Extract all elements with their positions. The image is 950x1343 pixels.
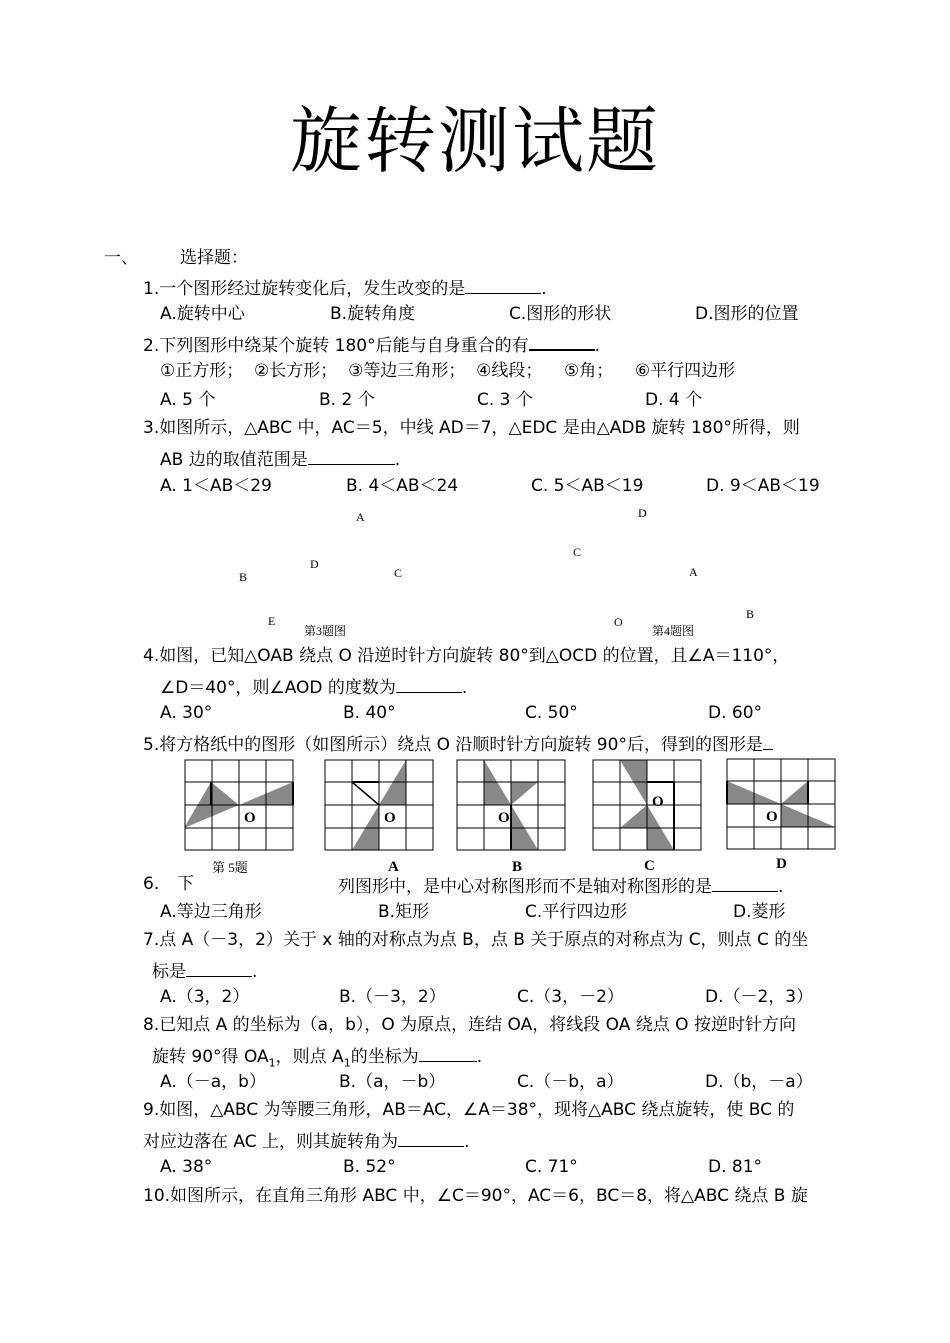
question-7-line-1: 7.点 A（－3，2）关于 x 轴的对称点为点 B，点 B 关于原点的对称点为 C，则点 C 的坐 bbox=[143, 930, 809, 950]
question-end: . bbox=[252, 962, 258, 982]
fig4-label-o: O bbox=[614, 615, 623, 629]
grid-o-label: O bbox=[244, 810, 256, 826]
q1-option-c[interactable]: C.图形的形状 bbox=[509, 304, 612, 324]
grid-o-label: O bbox=[498, 810, 510, 826]
q8-option-d[interactable]: D.（b，－a） bbox=[705, 1072, 813, 1092]
question-end: . bbox=[394, 450, 401, 470]
q1-option-a[interactable]: A.旋转中心 bbox=[160, 304, 245, 324]
fig4-label-b: B bbox=[746, 607, 755, 621]
question-4-line-2 bbox=[160, 677, 467, 697]
question-1-text: 1.一个图形经过旋转变化后，发生改变的是 bbox=[143, 279, 466, 299]
q5-label-c: C bbox=[644, 858, 655, 874]
fig4-label-a: A bbox=[689, 565, 698, 579]
question-end: . bbox=[461, 678, 468, 698]
question-4-line-1: 4.如图，已知△OAB 绕点 O 沿逆时针方向旋转 80°到△OCD 的位置，且∠A＝110°， bbox=[143, 646, 790, 666]
q5-figure-original bbox=[184, 759, 296, 852]
q5-label-b: B bbox=[512, 859, 523, 875]
question-2-text: 2.下列图形中绕某个旋转 180°后能与自身重合的有 bbox=[143, 336, 529, 356]
q2-option-a[interactable]: A. 5 个 bbox=[160, 390, 216, 410]
q8-option-b[interactable]: B.（a，－b） bbox=[339, 1072, 446, 1092]
fig4-label-d: D bbox=[638, 506, 647, 520]
question-end: . bbox=[594, 336, 600, 356]
question-2 bbox=[143, 334, 600, 355]
q4-option-c[interactable]: C. 50° bbox=[525, 703, 578, 723]
q2-option-b[interactable]: B. 2 个 bbox=[319, 390, 375, 410]
question-3-line-1: 3.如图所示，△ABC 中，AC＝5，中线 AD＝7，△EDC 是由△ADB 旋转 180°所得，则 bbox=[143, 418, 800, 438]
question-6-text: 列图形中，是中心对称图形而不是轴对称图形的是 bbox=[338, 877, 712, 897]
q7-option-d[interactable]: D.（－2，3） bbox=[705, 987, 814, 1007]
answer-blank[interactable] bbox=[712, 876, 778, 892]
q5-option-a-figure[interactable] bbox=[324, 759, 436, 852]
q2-option-d[interactable]: D. 4 个 bbox=[645, 390, 703, 410]
q5-option-b-figure[interactable] bbox=[456, 759, 568, 852]
question-8-text-a: 旋转 90°得 OA bbox=[152, 1047, 269, 1067]
question-8-text-c: 的坐标为 bbox=[350, 1047, 419, 1067]
question-7-line-2 bbox=[152, 961, 257, 981]
q1-option-b[interactable]: B.旋转角度 bbox=[330, 304, 416, 324]
question-end: . bbox=[464, 1132, 470, 1152]
question-end: . bbox=[541, 279, 547, 299]
q9-option-b[interactable]: B. 52° bbox=[343, 1157, 396, 1177]
q3-option-b[interactable]: B. 4＜AB＜24 bbox=[346, 476, 459, 496]
q7-option-b[interactable]: B.（－3，2） bbox=[339, 987, 446, 1007]
q7-option-c[interactable]: C.（3，－2） bbox=[517, 987, 624, 1007]
fig3-caption: 第3题图 bbox=[304, 624, 347, 638]
q5-option-d-figure[interactable] bbox=[726, 758, 838, 851]
question-6 bbox=[338, 876, 783, 896]
section-number: 一、 bbox=[104, 248, 138, 268]
answer-blank[interactable] bbox=[398, 1131, 464, 1147]
question-end: . bbox=[476, 1047, 483, 1067]
q2-items: ①正方形； ②长方形； ③等边三角形； ④线段； ⑤角； ⑥平行四边形 bbox=[160, 361, 736, 381]
answer-blank[interactable] bbox=[763, 734, 773, 750]
question-3-text: AB 边的取值范围是 bbox=[160, 450, 308, 470]
q3-option-d[interactable]: D. 9＜AB＜19 bbox=[706, 476, 820, 496]
answer-blank[interactable] bbox=[396, 677, 462, 693]
q6-option-c[interactable]: C.平行四边形 bbox=[525, 902, 628, 922]
q5-label-d: D bbox=[776, 856, 787, 872]
question-10-line-1: 10.如图所示，在直角三角形 ABC 中，∠C＝90°，AC＝6，BC＝8，将△ABC 绕点 B 旋 bbox=[143, 1186, 808, 1206]
fig3-label-b: B bbox=[239, 570, 248, 584]
question-4-text: ∠D＝40°，则∠AOD 的度数为 bbox=[160, 678, 396, 698]
answer-blank[interactable] bbox=[308, 449, 395, 465]
q4-option-d[interactable]: D. 60° bbox=[708, 703, 763, 723]
grid-o-label: O bbox=[652, 794, 664, 810]
question-8-line-2 bbox=[152, 1046, 482, 1068]
fig4-caption: 第4题图 bbox=[652, 624, 695, 638]
question-5 bbox=[143, 734, 773, 754]
grid-o-label: O bbox=[766, 809, 778, 825]
fig4-label-c: C bbox=[573, 545, 582, 559]
question-9-text: 对应边落在 AC 上，则其旋转角为 bbox=[143, 1132, 399, 1152]
subscript: 1 bbox=[343, 1056, 351, 1070]
q3-option-a[interactable]: A. 1＜AB＜29 bbox=[160, 476, 272, 496]
fig3-label-e: E bbox=[268, 614, 276, 628]
question-7-text: 标是 bbox=[152, 962, 186, 982]
question-9-line-2 bbox=[143, 1131, 469, 1151]
question-3-line-2 bbox=[160, 449, 400, 469]
answer-blank[interactable] bbox=[465, 278, 541, 294]
question-9-line-1: 9.如图，△ABC 为等腰三角形，AB＝AC，∠A＝38°，现将△ABC 绕点旋转，使 BC 的 bbox=[143, 1100, 795, 1120]
fig3-label-a: A bbox=[356, 510, 365, 524]
q8-option-c[interactable]: C.（－b，a） bbox=[517, 1072, 624, 1092]
q5-caption: 第 5题 bbox=[212, 860, 248, 875]
q3-option-c[interactable]: C. 5＜AB＜19 bbox=[531, 476, 644, 496]
answer-blank[interactable] bbox=[186, 961, 252, 977]
q7-option-a[interactable]: A.（3，2） bbox=[160, 987, 250, 1007]
q8-option-a[interactable]: A.（－a，b） bbox=[160, 1072, 266, 1092]
question-6-xia: 下 bbox=[177, 874, 194, 894]
grid-o-label: O bbox=[384, 810, 396, 826]
question-8-text-b: ，则点 A bbox=[275, 1047, 344, 1067]
question-1 bbox=[143, 278, 547, 298]
fig3-label-c: C bbox=[394, 566, 403, 580]
q6-option-a[interactable]: A.等边三角形 bbox=[160, 902, 262, 922]
question-6-number: 6. bbox=[143, 874, 160, 894]
q2-option-c[interactable]: C. 3 个 bbox=[477, 390, 533, 410]
q9-option-d[interactable]: D. 81° bbox=[708, 1157, 763, 1177]
q5-label-a: A bbox=[388, 859, 399, 875]
answer-blank[interactable] bbox=[419, 1046, 477, 1062]
section-heading: 选择题： bbox=[180, 248, 248, 268]
page-title: 旋转测试题 bbox=[289, 99, 660, 183]
q9-option-c[interactable]: C. 71° bbox=[525, 1157, 578, 1177]
question-end: . bbox=[778, 877, 784, 897]
q4-option-a[interactable]: A. 30° bbox=[160, 703, 213, 723]
q6-option-d[interactable]: D.菱形 bbox=[733, 902, 786, 922]
answer-blank[interactable] bbox=[529, 334, 595, 351]
q4-option-b[interactable]: B. 40° bbox=[343, 703, 396, 723]
q6-option-b[interactable]: B.矩形 bbox=[378, 902, 430, 922]
q5-option-c-figure[interactable] bbox=[592, 759, 704, 852]
fig3-label-d: D bbox=[310, 557, 319, 571]
q1-option-d[interactable]: D.图形的位置 bbox=[695, 304, 799, 324]
question-8-line-1: 8.已知点 A 的坐标为（a，b），O 为原点，连结 OA，将线段 OA 绕点 O 按逆时针方向 bbox=[143, 1015, 796, 1035]
question-5-text: 5.将方格纸中的图形（如图所示）绕点 O 沿顺时针方向旋转 90°后，得到的图形是 bbox=[143, 735, 763, 755]
q9-option-a[interactable]: A. 38° bbox=[160, 1157, 213, 1177]
subscript: 1 bbox=[268, 1056, 276, 1070]
